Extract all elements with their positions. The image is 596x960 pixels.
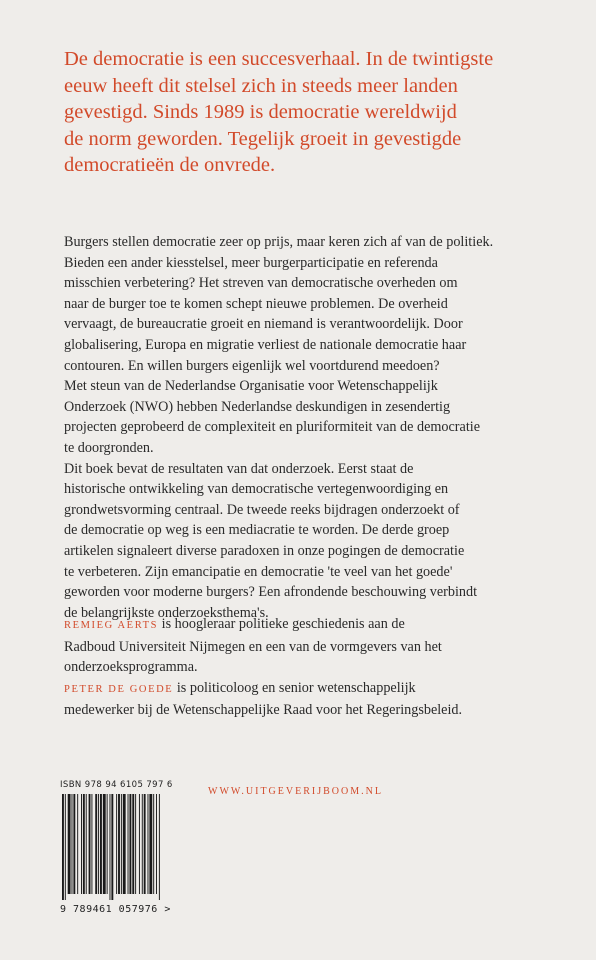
body-line: naar de burger toe te komen schept nieuwe problemen. De overheid: [64, 295, 448, 312]
body-line: te doorgronden.: [64, 439, 154, 456]
body-line: misschien verbetering? Het streven van democratische overheden om: [64, 275, 458, 292]
barcode-bar: [65, 794, 66, 900]
body-line: historische ontwikkeling van democratische vertegenwoordiging en: [64, 481, 449, 498]
barcode-bar: [142, 794, 143, 894]
intro-line: De democratie is een succesverhaal. In de twintigste: [64, 48, 494, 70]
body-line: de belangrijkste onderzoeksthema's.: [64, 604, 269, 621]
barcode-bar: [86, 794, 87, 894]
barcode-bar: [118, 794, 120, 894]
body-line: contouren. En willen burgers eigenlijk wel voortdurend meedoen?: [64, 357, 440, 374]
author-bio-line: Radboud Universiteit Nijmegen en een van de vormgevers van het: [64, 638, 442, 655]
barcode-bar: [139, 794, 140, 894]
author-bio-line: onderzoeksprogramma.: [64, 659, 198, 676]
barcode-bars: [60, 794, 200, 900]
barcode-bar: [128, 794, 129, 894]
body-line: Bieden een ander kiesstelsel, meer burgerparticipatie en referenda: [64, 254, 438, 271]
description-text: [64, 232, 564, 623]
barcode-bar: [116, 794, 117, 894]
body-line: globalisering, Europa en migratie verliest de nationale democratie haar: [64, 336, 467, 353]
body-line: projecten geprobeerd de complexiteit en pluriformiteit van de democratie: [64, 419, 480, 436]
author-bio-line: [64, 678, 584, 701]
barcode-bar: [100, 794, 102, 894]
author-bio-line: medewerker bij de Wetenschappelijke Raad voor het Regeringsbeleid.: [64, 702, 463, 719]
barcode-bar: [73, 794, 75, 894]
intro-blurb: [64, 46, 564, 179]
barcode-bar: [121, 794, 122, 894]
barcode-bar: [81, 794, 82, 894]
barcode-bar: [107, 794, 108, 894]
barcode-bar: [144, 794, 146, 894]
barcode-bar: [123, 794, 126, 894]
intro-line: eeuw heeft dit stelsel zich in steeds meer landen: [64, 74, 458, 97]
isbn-label: ISBN 978 94 6105 797 6: [60, 780, 173, 790]
barcode-bar: [149, 794, 152, 894]
barcode-bar: [135, 794, 136, 894]
barcode-bar: [153, 794, 154, 894]
body-line: de democratie op weg is een mediacratie te worden. De derde groep: [64, 522, 450, 539]
barcode-bar: [110, 794, 111, 900]
ean-digits: 9 789461 057976 >: [60, 904, 171, 915]
barcode-bar: [89, 794, 91, 894]
body-line: vervaagt, de bureaucratie groeit en niemand is verantwoordelijk. Door: [64, 316, 463, 333]
barcode-bar: [95, 794, 97, 894]
author-bio-text: is politicoloog en senior wetenschappelijk: [173, 679, 416, 696]
intro-line: de norm geworden. Tegelijk groeit in gevestigde: [64, 127, 462, 150]
barcode-bar: [156, 794, 157, 894]
author-bio-text: is hoogleraar politieke geschiedenis aan de: [158, 616, 405, 632]
publisher-website[interactable]: WWW.UITGEVERIJBOOM.NL: [208, 786, 383, 797]
body-line: Burgers stellen democratie zeer op prijs, maar keren zich af van de politiek.: [64, 234, 494, 250]
author-bios: [64, 614, 584, 721]
barcode-bar: [98, 794, 99, 894]
body-line: Met steun van de Nederlandse Organisatie voor Wetenschappelijk: [64, 378, 438, 395]
barcode-bar: [72, 794, 73, 894]
barcode-bar: [111, 794, 113, 900]
intro-line: democratieën de onvrede.: [64, 154, 276, 176]
body-line: geworden voor moderne burgers? Een afrondende beschouwing verbindt: [64, 584, 478, 601]
barcode-bar: [77, 794, 78, 894]
body-line: artikelen signaleert diverse paradoxen in onze pogingen de democratie: [64, 542, 465, 559]
author-name: PETER DE GOEDE: [64, 683, 174, 695]
author-name: REMIEG AERTS: [64, 620, 159, 631]
barcode-bar: [62, 794, 64, 900]
isbn-barcode: [60, 780, 200, 920]
barcode-bar: [132, 794, 134, 894]
barcode-bar: [129, 794, 131, 894]
barcode-bar: [91, 794, 92, 894]
barcode-bar: [159, 794, 160, 900]
body-line: Onderzoek (NWO) hebben Nederlandse deskundigen in zesendertig: [64, 398, 451, 415]
barcode-bar: [83, 794, 85, 894]
body-line: te verbeteren. Zijn emancipatie en democratie 'te veel van het goede': [64, 563, 453, 580]
barcode-bar: [103, 794, 106, 894]
body-line: Dit boek bevat de resultaten van dat onderzoek. Eerst staat de: [64, 460, 414, 477]
barcode-bar: [68, 794, 71, 894]
barcode-bar: [148, 794, 149, 894]
author-bio-line: [64, 614, 584, 637]
intro-line: gevestigd. Sinds 1989 is democratie wereldwijd: [64, 101, 457, 123]
body-line: grondwetsvorming centraal. De tweede reeks bijdragen onderzoekt of: [64, 501, 460, 518]
